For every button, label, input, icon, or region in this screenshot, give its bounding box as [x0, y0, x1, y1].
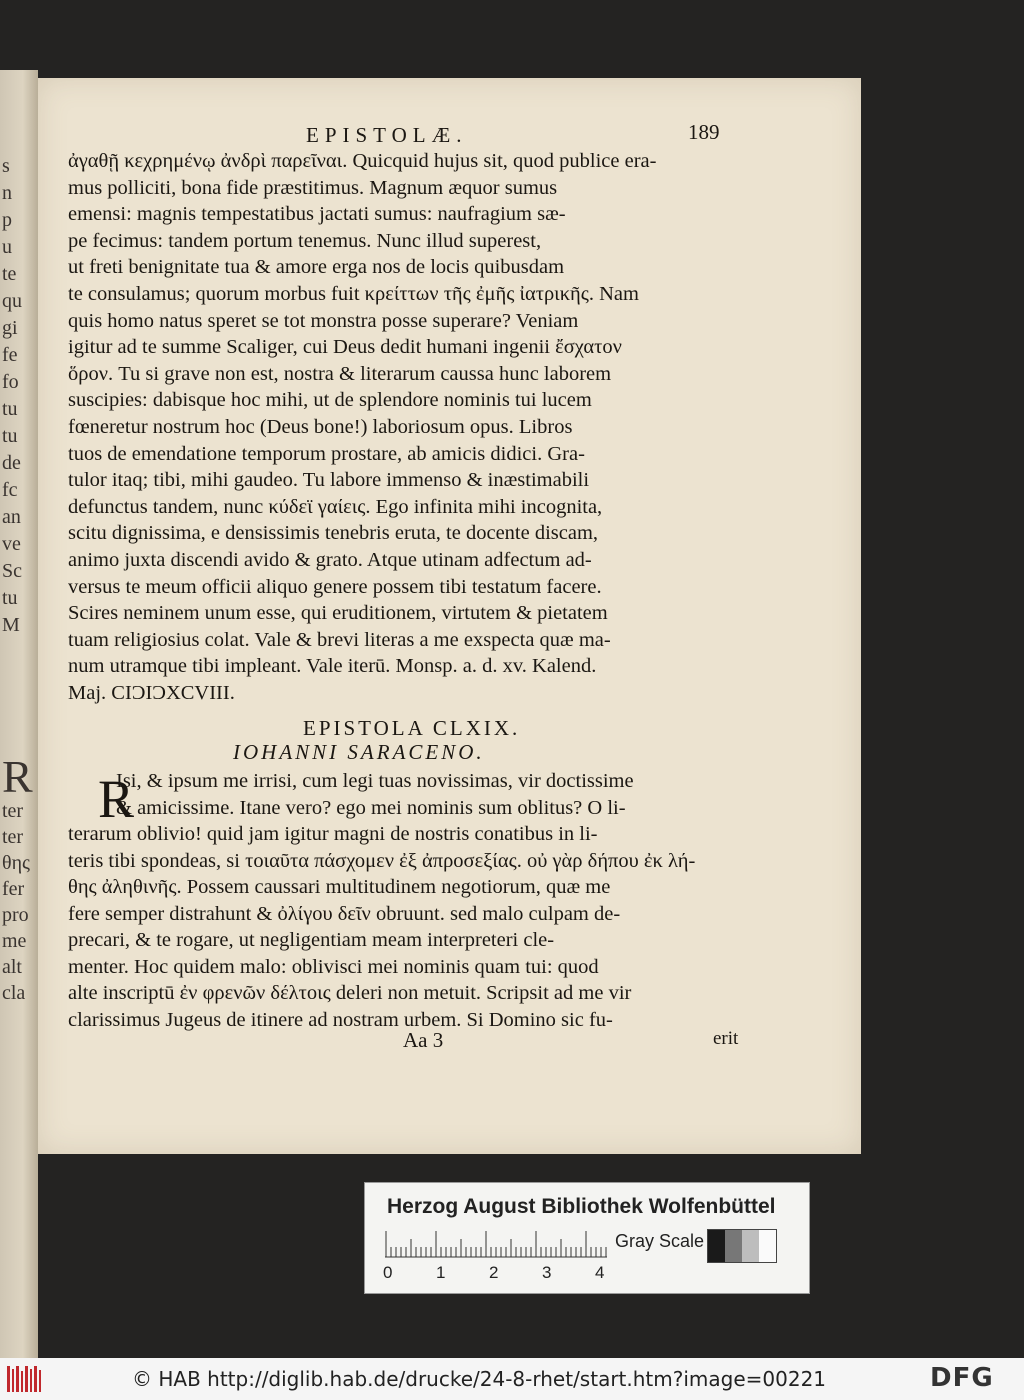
signature-mark: Aa 3	[403, 1028, 444, 1052]
prev-page-fragment: p	[2, 209, 12, 231]
text-line: ὅρον. Tu si grave non est, nostra & literarum caussa hunc laborem	[68, 362, 612, 385]
ruler-number: 0	[383, 1263, 393, 1282]
text-line: ut freti benignitate tua & amore erga nos de locis quibusdam	[68, 256, 565, 279]
text-line: num utramque tibi impleant. Vale iterū. Monsp. a. d. xv. Kalend.	[68, 655, 597, 678]
text-line: quis homo natus speret se tot monstra posse superare? Veniam	[68, 309, 579, 332]
prev-page-fragment: gi	[2, 317, 18, 339]
text-line: Scires neminem unum esse, qui eruditionem, virtutem & pietatem	[68, 602, 608, 625]
prev-page-fragment: me	[2, 930, 27, 952]
dfg-logo: DFG	[930, 1363, 994, 1393]
gray-scale-swatch	[707, 1229, 777, 1263]
prev-page-fragment: fo	[2, 371, 19, 393]
prev-page-fragment: an	[2, 506, 21, 528]
text-line: emensi: magnis tempestatibus jactati sumus: naufragium sæ-	[68, 203, 566, 226]
ruler-number: 2	[489, 1263, 499, 1282]
text-line: tulor itaq; tibi, mihi gaudeo. Tu labore immenso & inæstimabili	[68, 469, 590, 492]
text-line: ἀγαθῇ κεχρημένῳ ἀνδρὶ παρεῖναι. Quicquid hujus sit, quod publice era-	[68, 150, 657, 172]
text-line: scitu dignissima, e densissimis tenebris eruta, te docente discam,	[68, 522, 599, 545]
epistle-line: & amicissime. Itane vero? ego mei nominis sum oblitus? O li-	[116, 796, 626, 819]
epistle-line: Isi, & ipsum me irrisi, cum legi tuas novissimas, vir doctissime	[116, 770, 634, 792]
text-line: versus te meum officii aliquo genere possem tibi testatum facere.	[68, 575, 602, 598]
prev-page-fragment: R	[2, 751, 33, 802]
drop-capital: R	[98, 769, 135, 829]
prev-page-fragment: cla	[2, 982, 26, 1004]
prev-page-fragment: n	[2, 182, 12, 204]
text-line: igitur ad te summe Scaliger, cui Deus dedit humani ingenii ἔσχατον	[68, 336, 622, 359]
text-line: Maj. CIƆIƆXCVIII.	[68, 682, 235, 704]
prev-page-fragment: qu	[2, 290, 22, 312]
text-line: mus polliciti, bona fide præstitimus. Magnum æquor sumus	[68, 176, 558, 199]
prev-page-fragment: Sc	[2, 560, 22, 582]
catchword: erit	[713, 1028, 739, 1049]
epistle-line: menter. Hoc quidem malo: oblivisci mei nominis quam tui: quod	[68, 955, 599, 978]
epistle-addressee: IOHANNI SARACENO.	[233, 740, 485, 764]
hab-barcode-logo-icon	[6, 1364, 44, 1394]
prev-page-fragment: ter	[2, 826, 24, 848]
viewer-footer	[0, 1358, 1024, 1400]
prev-page-fragment: u	[2, 236, 12, 258]
text-line: suscipies: dabisque hoc mihi, ut de splendore nominis tui lucem	[68, 389, 592, 412]
epistle-line: clarissimus Jugeus de itinere ad nostram urbem. Si Domino sic fu-	[68, 1008, 613, 1031]
scale-ruler	[385, 1230, 607, 1258]
epistle-line: teris tibi spondeas, si τοιαῦτα πάσχομεν ἐξ ἀπροσεξίας. οὐ γὰρ δήπου ἐκ λή-	[68, 849, 696, 872]
color-calibration-card	[364, 1182, 810, 1294]
previous-page-edge	[0, 70, 38, 1360]
epistle-line: terarum oblivio! quid jam igitur magni de nostris conatibus in li-	[68, 823, 598, 845]
ruler-number: 3	[542, 1263, 552, 1282]
prev-page-fragment: pro	[2, 904, 29, 926]
text-line: fœneretur nostrum hoc (Deus bone!) laboriosum opus. Libros	[68, 416, 573, 438]
prev-page-fragment: te	[2, 263, 17, 285]
prev-page-fragment: fe	[2, 344, 18, 366]
prev-page-fragment: fer	[2, 878, 25, 900]
library-name: Herzog August Bibliothek Wolfenbüttel	[387, 1195, 776, 1218]
ruler-number: 1	[436, 1263, 446, 1282]
text-line: pe fecimus: tandem portum tenemus. Nunc illud superest,	[68, 229, 542, 252]
book-page	[38, 78, 861, 1154]
page-number: 189	[688, 120, 720, 144]
text-line: tuos de emendatione temporum prostare, ab amicis didici. Gra-	[68, 442, 585, 465]
gray-scale-label: Gray Scale	[615, 1231, 705, 1251]
prev-page-fragment: M	[2, 614, 20, 636]
running-header: EPISTOLÆ.	[306, 123, 468, 147]
text-line: defunctus tandem, nunc κύδεϊ γαίεις. Ego infinita mihi incognita,	[68, 495, 603, 518]
epistle-line: precari, & te rogare, ut negligentiam meam interpreteri cle-	[68, 929, 555, 951]
prev-page-fragment: alt	[2, 956, 22, 978]
prev-page-fragment: ter	[2, 800, 24, 822]
epistle-line: alte inscriptū ἐν φρενῶν δέλτοις deleri non metuit. Scripsit ad me vir	[68, 982, 632, 1004]
prev-page-fragment: ve	[2, 533, 21, 555]
prev-page-fragment: θης	[2, 852, 30, 874]
epistle-line: fere semper distrahunt & ὀλίγου δεῖν obruunt. sed malo culpam de-	[68, 902, 621, 925]
text-line: tuam religiosius colat. Vale & brevi literas a me exspecta quæ ma-	[68, 628, 611, 651]
copyright-url[interactable]: © HAB http://diglib.hab.de/drucke/24-8-rhet/start.htm?image=00221	[132, 1367, 827, 1391]
prev-page-fragment: tu	[2, 398, 18, 420]
prev-page-fragment: tu	[2, 587, 18, 609]
text-line: te consulamus; quorum morbus fuit κρείττων τῆς ἐμῆς ἰατρικῆς. Nam	[68, 283, 639, 305]
text-line: animo juxta discendi avido & grato. Atque utinam adfectum ad-	[68, 549, 592, 571]
prev-page-fragment: de	[2, 452, 21, 474]
ruler-number: 4	[595, 1263, 605, 1282]
prev-page-fragment: tu	[2, 425, 18, 447]
epistle-title: EPISTOLA CLXIX.	[303, 716, 521, 740]
prev-page-fragment: s	[2, 155, 10, 177]
epistle-line: θης ἀληθινῆς. Possem caussari multitudinem negotiorum, quæ me	[68, 876, 611, 898]
prev-page-fragment: fc	[2, 479, 18, 501]
